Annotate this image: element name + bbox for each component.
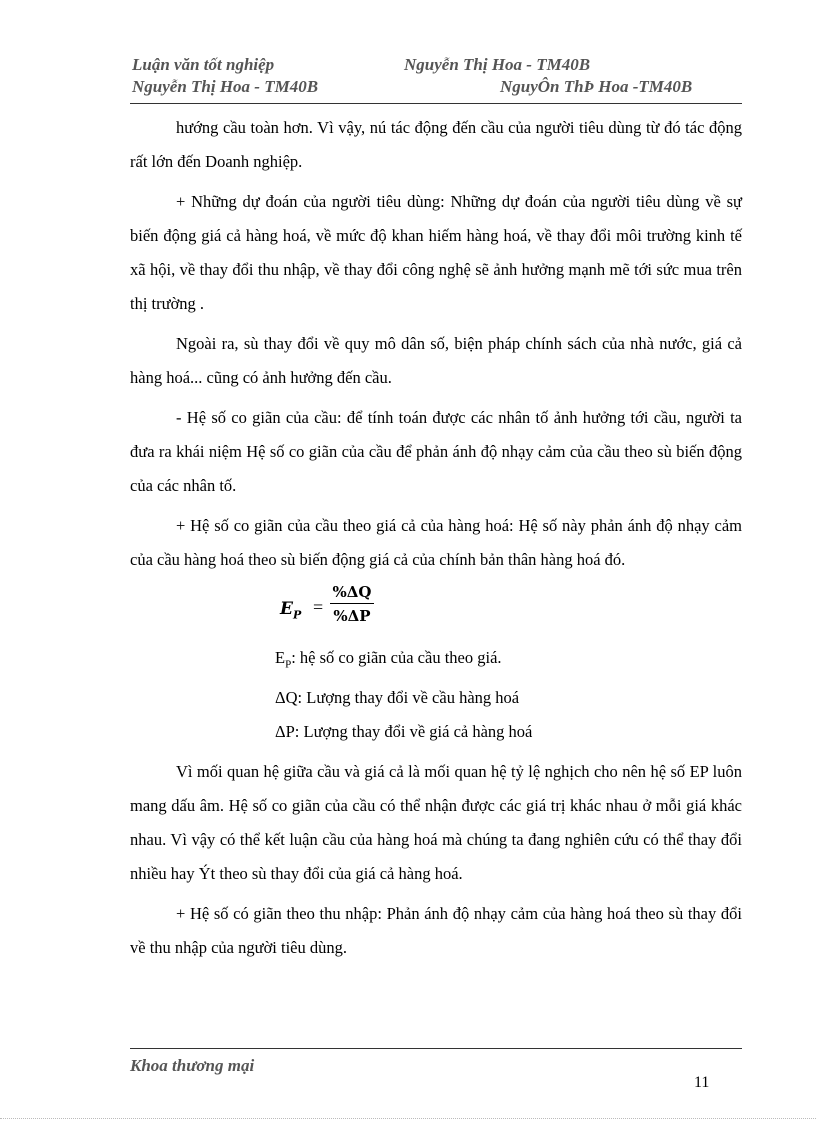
paragraph-7: + Hệ số có giãn theo thu nhập: Phản ánh độ nhạy cảm của hàng hoá theo sù thay đổi về thu nhập của người tiêu dùng. bbox=[130, 904, 742, 958]
formula-equals: = bbox=[313, 597, 324, 617]
definition-dp: ΔP: Lượng thay đổi về giá cả hàng hoá bbox=[275, 722, 533, 742]
header-right-bottom: NguyÔn ThÞ Hoa -TM40B bbox=[500, 77, 693, 96]
formula-denominator: %ΔP bbox=[333, 607, 371, 625]
header-right-top: Nguyễn Thị Hoa - TM40B bbox=[404, 55, 591, 74]
footer-rule bbox=[130, 1048, 742, 1049]
page-body bbox=[130, 111, 742, 971]
paragraph-4: - Hệ số co giãn của cầu: để tính toán được các nhân tố ảnh hưởng tới cầu, người ta đưa ra khái niệm Hệ số co giãn của cầu để phản ánh độ nhạy cảm của cầu theo sù biến động của các nhân tố. bbox=[130, 408, 742, 495]
formula-numerator: %ΔQ bbox=[332, 583, 372, 601]
page-number: 11 bbox=[694, 1074, 710, 1091]
footer-title: Khoa thương mại bbox=[130, 1056, 255, 1075]
formula-lhs: $E_P$ bbox=[280, 599, 302, 622]
paragraph-6: Vì mối quan hệ giữa cầu và giá cả là mối quan hệ tỷ lệ nghịch cho nên hệ số EP luôn mang dấu âm. Hệ số co giãn của cầu có thể nhận được các giá trị khác nhau ở mỗi giá khác nhau. Vì vậy có thể kết luận cầu của hàng hoá mà chúng ta đang nghiên cứu có thể thay đổi nhiều hay Ýt theo sù thay đổi của giá cả hàng hoá. bbox=[130, 762, 742, 884]
header-rule bbox=[130, 103, 742, 104]
paragraph-3: Ngoài ra, sù thay đổi về quy mô dân số, biện pháp chính sách của nhà nước, giá cả hàng hoá... cũng có ảnh hưởng đến cầu. bbox=[130, 334, 742, 387]
paragraph-5: + Hệ số co giãn của cầu theo giá cả của hàng hoá: Hệ số này phản ánh độ nhạy cảm của cầu hàng hoá theo sù biến động giá cả của chính bản thân hàng hoá đó. bbox=[130, 516, 742, 569]
header-left-top: Luận văn tốt nghiệp bbox=[132, 55, 275, 74]
elasticity-formula bbox=[130, 583, 742, 639]
page-edge bbox=[0, 1118, 816, 1119]
definition-ep: $E_P$: hệ số co giãn của cầu theo giá. bbox=[275, 648, 502, 671]
formula-fraction bbox=[330, 583, 374, 625]
paragraph-2: + Những dự đoán của người tiêu dùng: Những dự đoán của người tiêu dùng về sự biến động giá cả hàng hoá, về mức độ khan hiếm hàng hoá, về thay đổi môi trường kinh tế xã hội, về thay đổi thu nhập, về thay đổi công nghệ sẽ ảnh hưởng mạnh mẽ tới sức mua trên thị trường . bbox=[130, 192, 742, 313]
definition-dq: ΔQ: Lượng thay đổi về cầu hàng hoá bbox=[275, 688, 520, 708]
header-left-bottom: Nguyễn Thị Hoa - TM40B bbox=[132, 77, 319, 96]
paragraph-1: hướng cầu toàn hơn. Vì vậy, nú tác động đến cầu của người tiêu dùng từ đó tác động rất lớn đến Doanh nghiệp. bbox=[130, 118, 742, 171]
